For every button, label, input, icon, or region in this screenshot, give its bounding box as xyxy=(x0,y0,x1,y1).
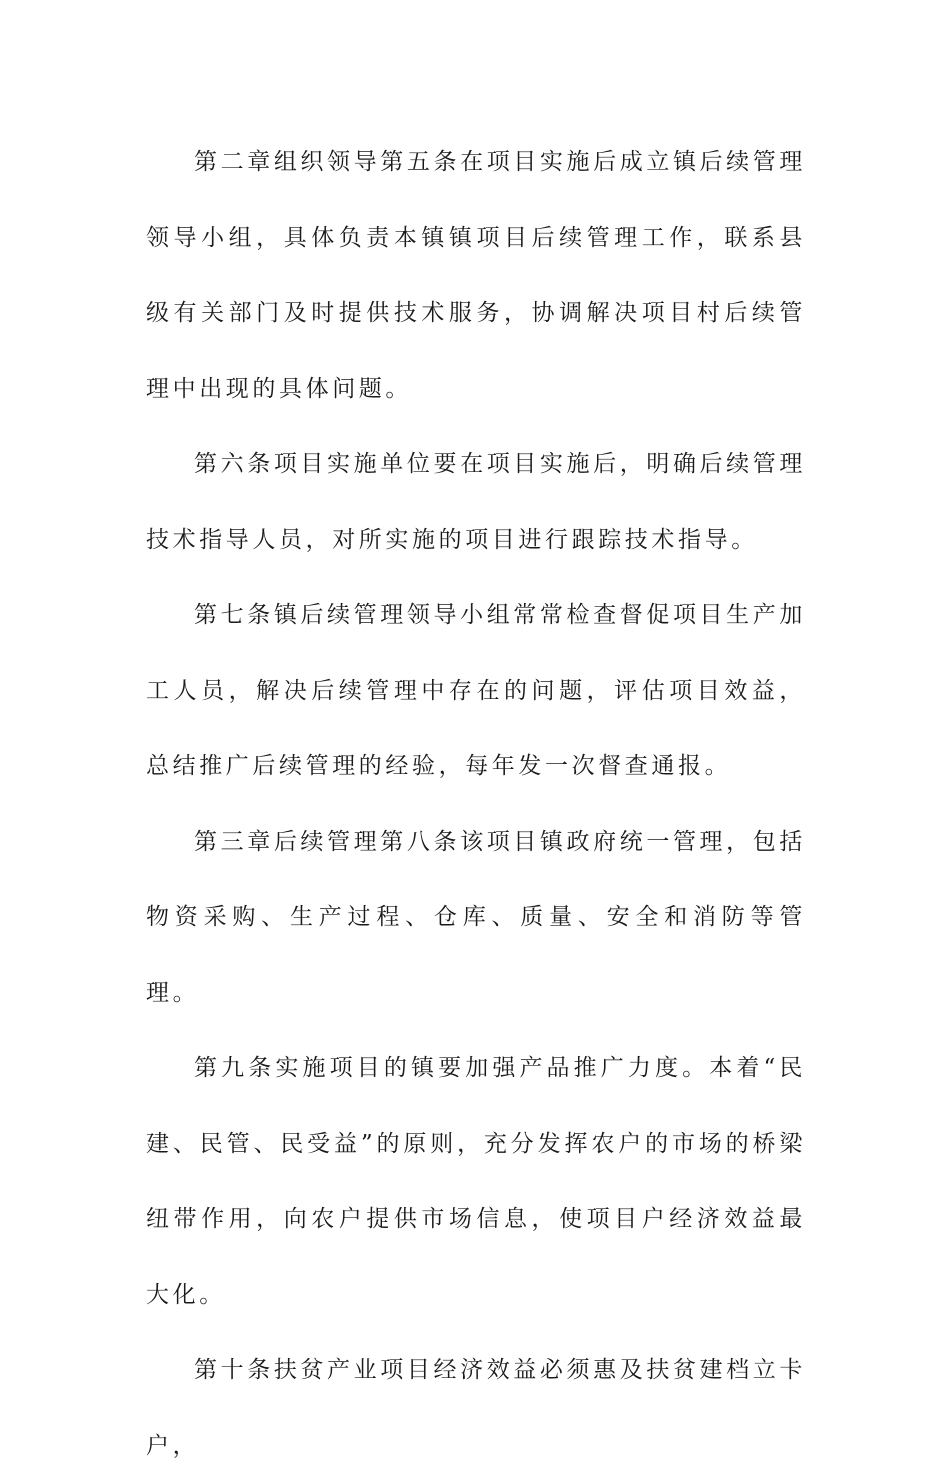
paragraph-article-seven: 第七条镇后续管理领导小组常常检查督促项目生产加工人员，解决后续管理中存在的问题，评估项目效益，总结推广后续管理的经验，每年发一次督查通报。 xyxy=(146,602,806,779)
paragraph-chapter-two-article-five: 第二章组织领导第五条在项目实施后成立镇后续管理领导小组，具体负责本镇镇项目后续管理工作，联系县级有关部门及时提供技术服务，协调解决项目村后续管理中出现的具体问题。 xyxy=(146,149,806,402)
paragraph-article-six: 第六条项目实施单位要在项目实施后，明确后续管理技术指导人员，对所实施的项目进行跟踪技术指导。 xyxy=(146,451,806,553)
paragraph-article-nine: 第九条实施项目的镇要加强产品推广力度。本着“民建、民管、民受益”的原则，充分发挥农户的市场的桥梁纽带作用，向农户提供市场信息，使项目户经济效益最大化。 xyxy=(146,1055,806,1308)
paragraph-chapter-three-article-eight: 第三章后续管理第八条该项目镇政府统一管理，包括物资采购、生产过程、仓库、质量、安全和消防等管理。 xyxy=(146,828,806,1006)
paragraph-article-ten: 第十条扶贫产业项目经济效益必须惠及扶贫建档立卡户， xyxy=(146,1357,806,1459)
document-body xyxy=(146,125,806,1484)
